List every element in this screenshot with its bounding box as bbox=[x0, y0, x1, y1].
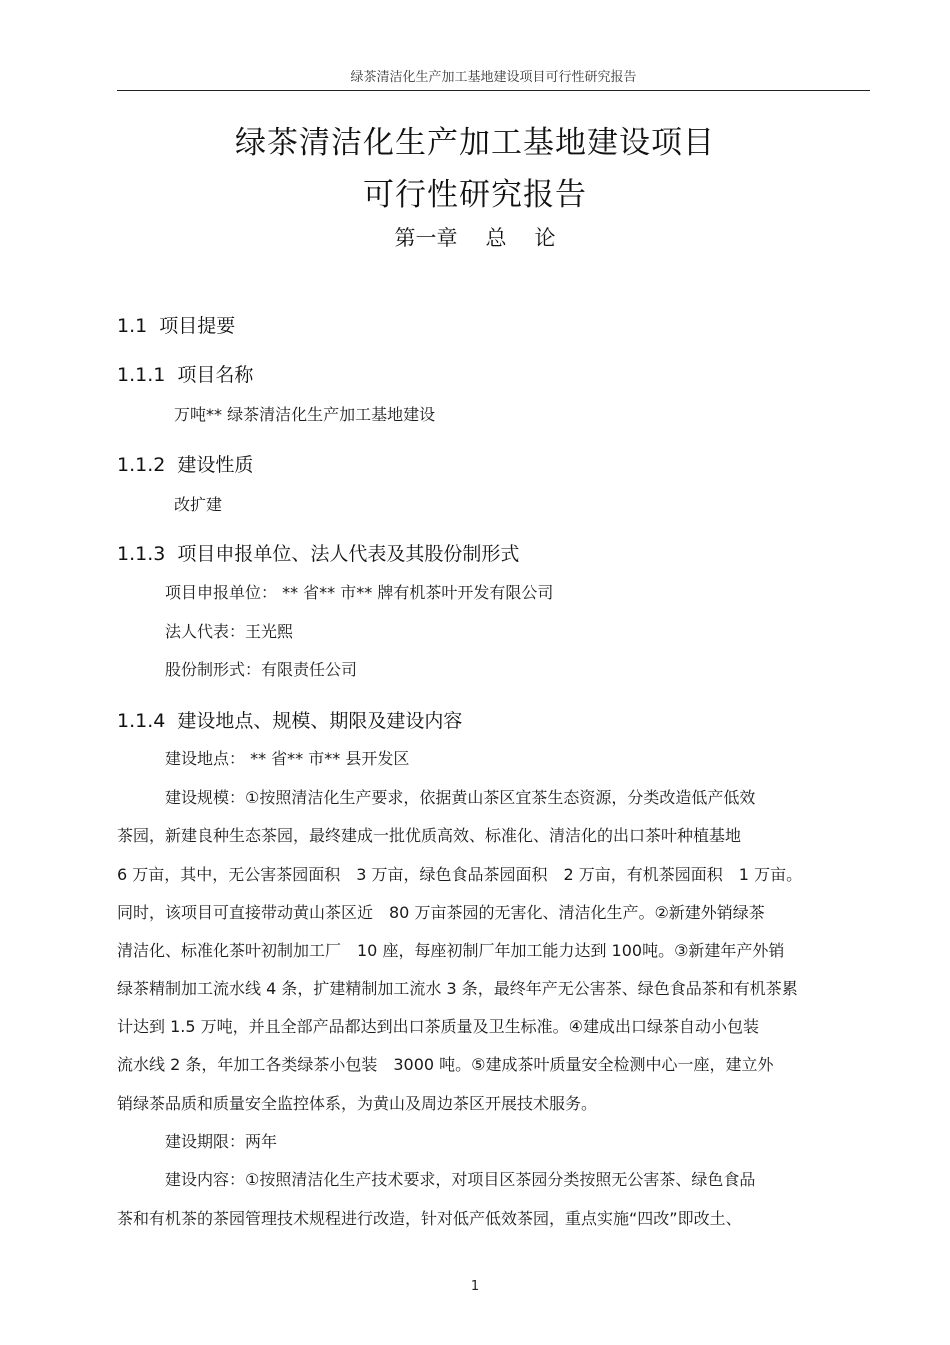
content-line: 茶和有机茶的茶园管理技术规程进行改造，针对低产低效茶园，重点实施“四改”即改土、 bbox=[117, 1209, 742, 1228]
running-header: 绿茶清洁化生产加工基地建设项目可行性研究报告 bbox=[350, 70, 637, 85]
construction-period-text: 建设期限：两年 bbox=[165, 1132, 278, 1151]
scale-line: 同时，该项目可直接带动黄山茶区近 80 万亩茶园的无害化、清洁化生产。②新建外销绿茶 bbox=[117, 903, 765, 922]
section-number: 1.1 bbox=[117, 315, 148, 337]
section-number: 1.1.3 bbox=[117, 543, 166, 565]
construction-location-text: 建设地点： ** 省** 市** 县开发区 bbox=[165, 749, 410, 768]
section-title: 项目申报单位、法人代表及其股份制形式 bbox=[177, 543, 520, 565]
content-line: 建设内容：①按照清洁化生产技术要求，对项目区茶园分类按照无公害茶、绿色食品 bbox=[165, 1170, 756, 1189]
chapter-heading bbox=[0, 222, 950, 252]
section-number: 1.1.1 bbox=[117, 364, 166, 386]
chapter-word-1: 总 bbox=[485, 226, 507, 250]
scale-line: 计达到 1.5 万吨，并且全部产品都达到出口茶质量及卫生标准。④建成出口绿茶自动小包装 bbox=[117, 1017, 759, 1036]
page-number: 1 bbox=[470, 1279, 480, 1294]
scale-line: 茶园，新建良种生态茶园，最终建成一批优质高效、标准化、清洁化的出口茶叶种植基地 bbox=[117, 826, 742, 845]
chapter-label: 第一章 bbox=[394, 226, 458, 250]
scale-line: 清洁化、标准化茶叶初制加工厂 10 座，每座初制厂年加工能力达到 100吨。③新建年产外销 bbox=[117, 941, 785, 960]
document-title-line-1: 绿茶清洁化生产加工基地建设项目 bbox=[235, 125, 715, 161]
section-heading-1-1 bbox=[117, 311, 235, 338]
scale-line: 绿茶精制加工流水线 4 条，扩建精制加工流水 3 条，最终年产无公害茶、绿色食品茶和有机茶累 bbox=[117, 979, 798, 998]
scale-line: 建设规模：①按照清洁化生产要求，依据黄山茶区宜茶生态资源，分类改造低产低效 bbox=[165, 788, 756, 807]
scale-line: 6 万亩，其中，无公害茶园面积 3 万亩，绿色食品茶园面积 2 万亩，有机茶园面积 1 万亩。 bbox=[117, 865, 803, 884]
scale-line: 销绿茶品质和质量安全监控体系，为黄山及周边茶区开展技术服务。 bbox=[117, 1094, 598, 1113]
section-title: 建设地点、规模、期限及建设内容 bbox=[177, 710, 463, 732]
legal-representative-text: 法人代表：王光熙 bbox=[165, 622, 294, 641]
chapter-word-2: 论 bbox=[534, 226, 556, 250]
section-title: 项目提要 bbox=[159, 315, 236, 337]
section-number: 1.1.2 bbox=[117, 454, 166, 476]
shareholding-form-text: 股份制形式：有限责任公司 bbox=[165, 660, 358, 679]
document-title-line-2: 可行性研究报告 bbox=[363, 177, 587, 213]
section-number: 1.1.4 bbox=[117, 710, 166, 732]
section-heading-1-1-2 bbox=[117, 450, 253, 477]
section-heading-1-1-3 bbox=[117, 539, 519, 566]
construction-nature-text: 改扩建 bbox=[174, 495, 223, 514]
applicant-unit-text: 项目申报单位： ** 省** 市** 牌有机茶叶开发有限公司 bbox=[165, 583, 554, 602]
project-name-text: 万吨** 绿茶清洁化生产加工基地建设 bbox=[174, 405, 436, 424]
section-title: 建设性质 bbox=[177, 454, 254, 476]
section-title: 项目名称 bbox=[177, 364, 254, 386]
section-heading-1-1-4 bbox=[117, 706, 462, 733]
scale-line: 流水线 2 条，年加工各类绿茶小包装 3000 吨。⑤建成茶叶质量安全检测中心一座，建立外 bbox=[117, 1055, 774, 1074]
section-heading-1-1-1 bbox=[117, 360, 253, 387]
header-rule bbox=[117, 90, 870, 91]
